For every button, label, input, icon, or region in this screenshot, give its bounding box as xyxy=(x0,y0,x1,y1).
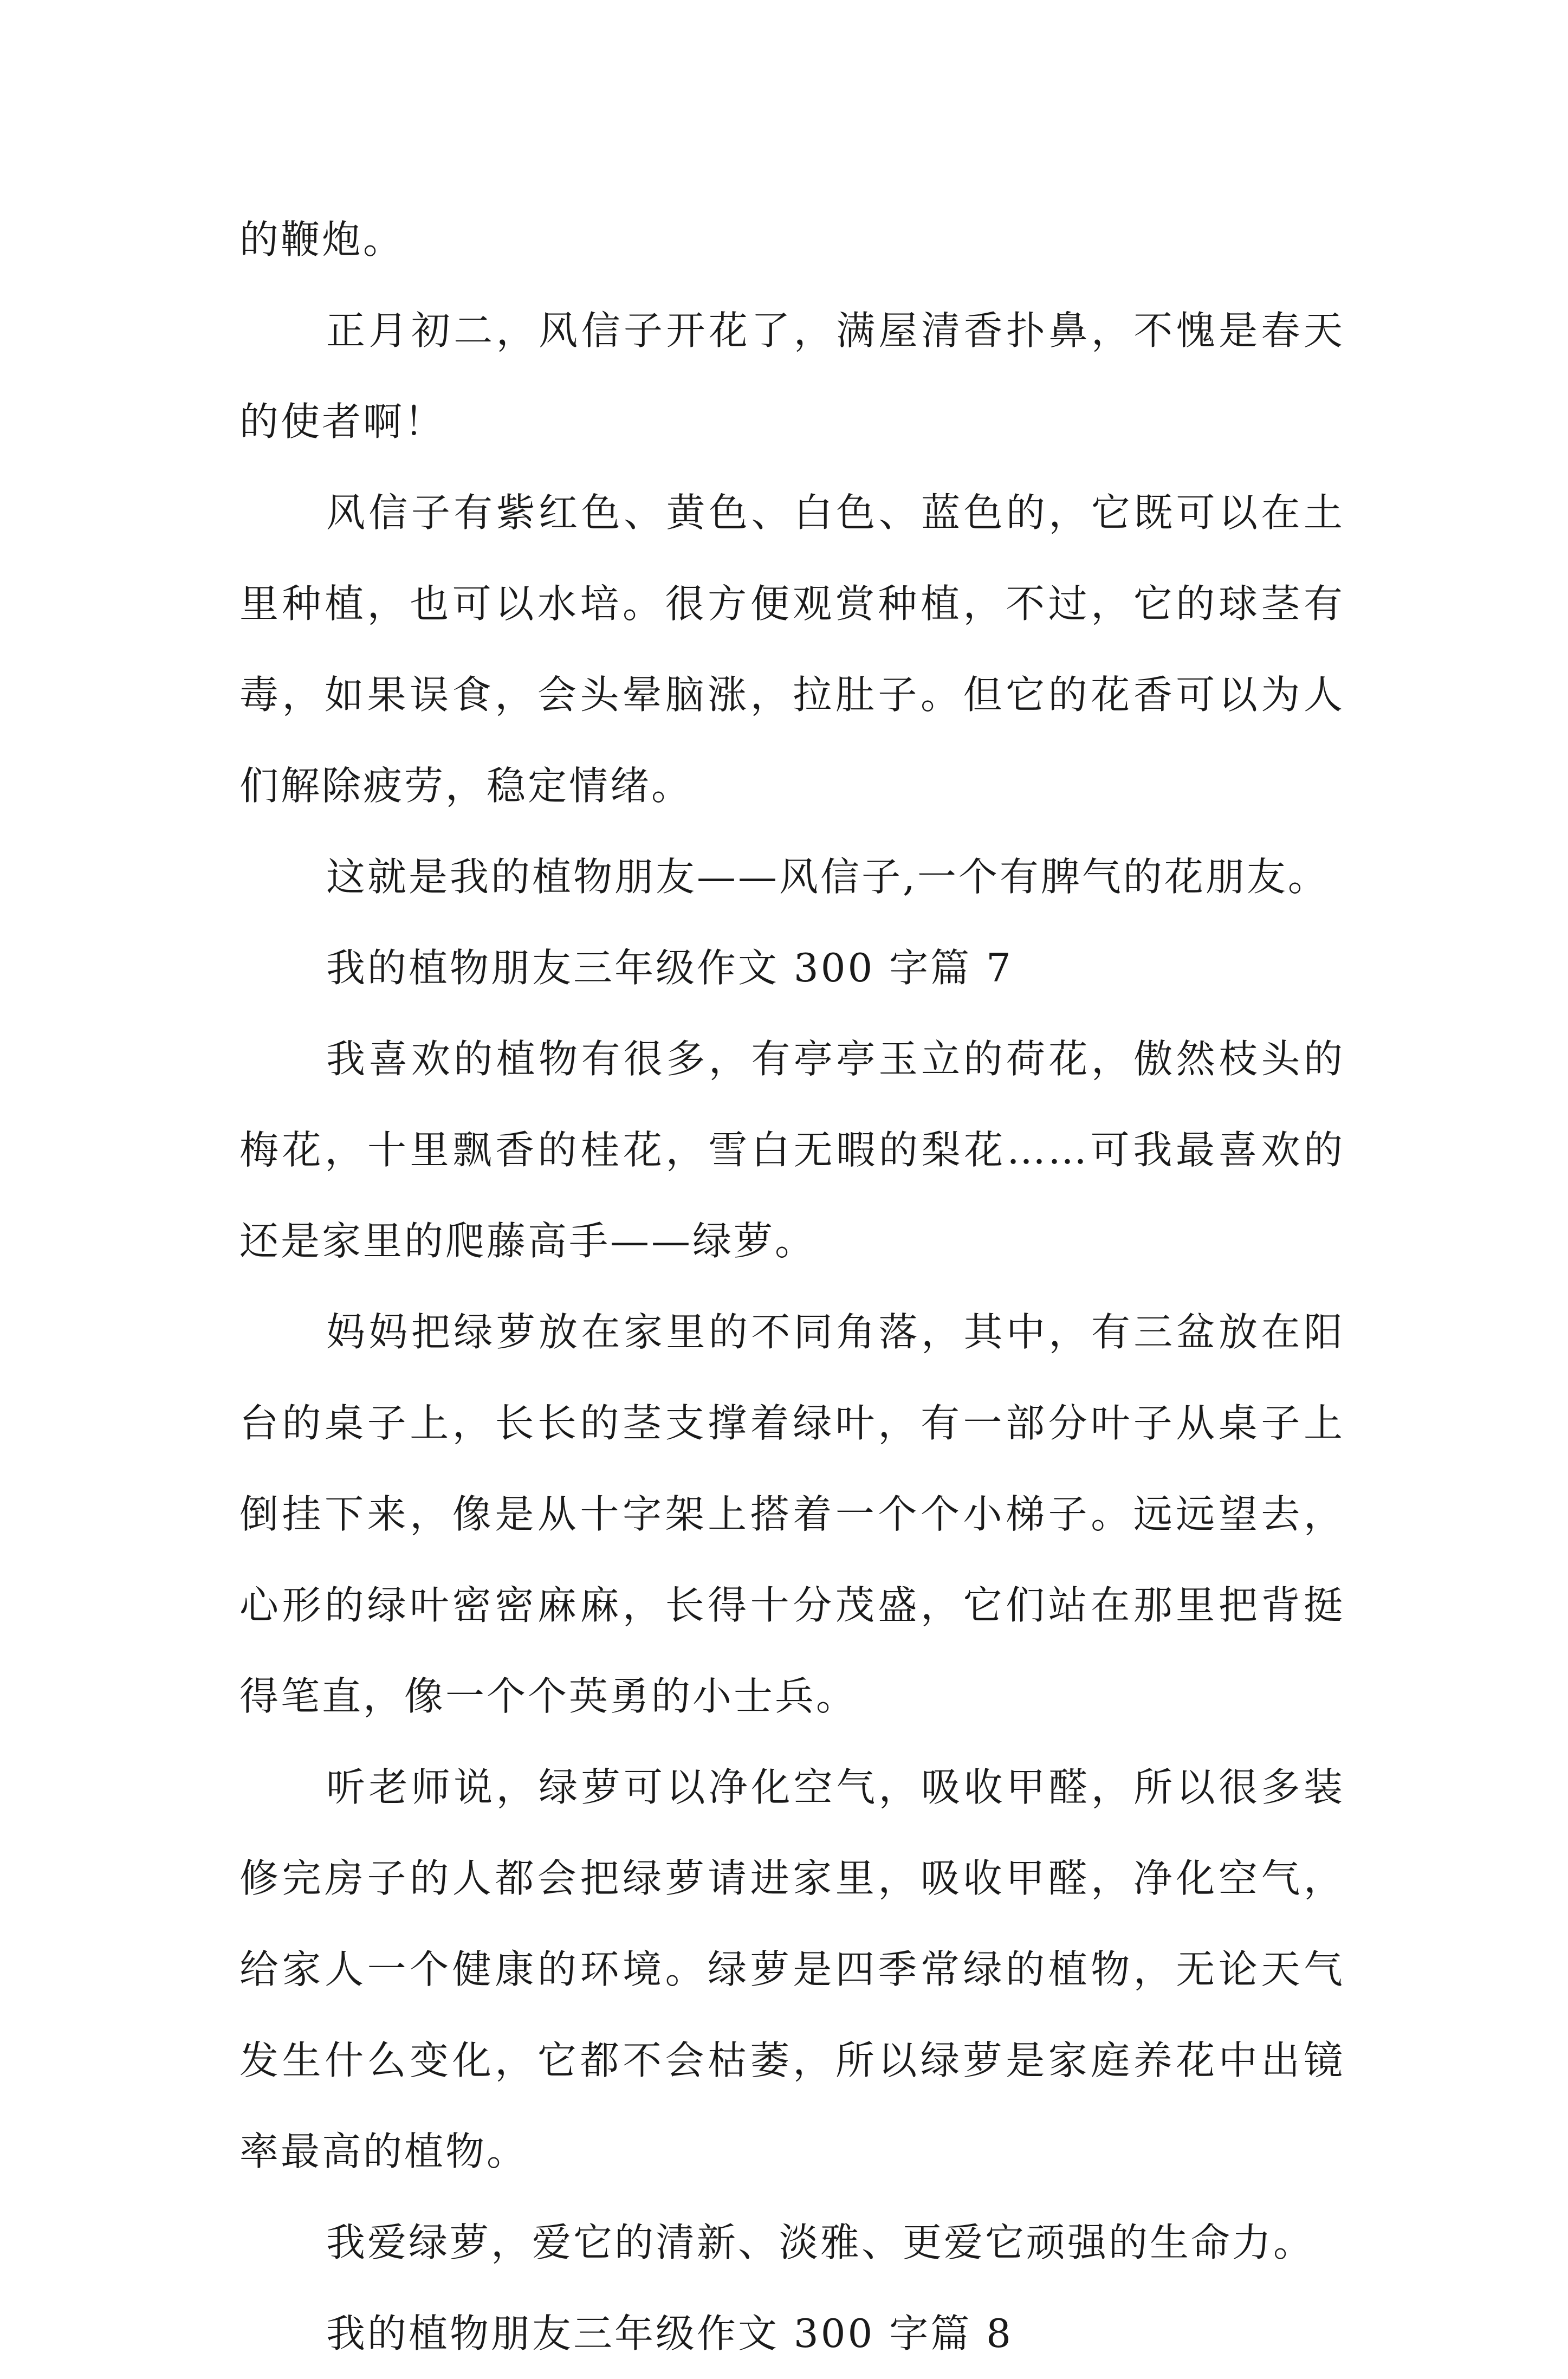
essay-heading-7: 我的植物朋友三年级作文 300 字篇 7 xyxy=(326,945,1013,991)
paragraph-pothos-love: 我爱绿萝，爱它的清新、淡雅、更爱它顽强的生命力。 xyxy=(326,2220,1315,2265)
paragraph-continuation: 的鞭炮。 xyxy=(239,217,405,262)
paragraph-hyacinth-colors: 风信子有紫红色、黄色、白色、蓝色的，它既可以在土里种植，也可以水培。很方便观赏种植，不过，它的球茎有毒，如果误食，会头晕脑涨，拉肚子。但它的花香可以为人们解除疲劳，稳定情绪。 xyxy=(239,490,1345,809)
paragraph-favorite-plants: 我喜欢的植物有很多，有亭亭玉立的荷花，傲然枝头的梅花，十里飘香的桂花，雪白无暇的梨花……可我最喜欢的还是家里的爬藤高手——绿萝。 xyxy=(239,1036,1345,1264)
paragraph-hyacinth-conclusion: 这就是我的植物朋友——风信子,一个有脾气的花朋友。 xyxy=(326,854,1329,900)
paragraph-pothos-placement: 妈妈把绿萝放在家里的不同角落，其中，有三盆放在阳台的桌子上，长长的茎支撑着绿叶，有一部分叶子从桌子上倒挂下来，像是从十字架上搭着一个个小梯子。远远望去，心形的绿叶密密麻麻，长得十分茂盛，它们站在那里把背挺得笔直，像一个个英勇的小士兵。 xyxy=(239,1309,1345,1719)
paragraph-pothos-benefits: 听老师说，绿萝可以净化空气，吸收甲醛，所以很多装修完房子的人都会把绿萝请进家里，吸收甲醛，净化空气，给家人一个健康的环境。绿萝是四季常绿的植物，无论天气发生什么变化，它都不会枯萎，所以绿萝是家庭养花中出镜率最高的植物。 xyxy=(239,1764,1345,2174)
document-body xyxy=(239,194,1345,2379)
paragraph-hyacinth-bloom: 正月初二，风信子开花了，满屋清香扑鼻，不愧是春天的使者啊！ xyxy=(239,308,1345,444)
essay-heading-8: 我的植物朋友三年级作文 300 字篇 8 xyxy=(326,2311,1013,2356)
